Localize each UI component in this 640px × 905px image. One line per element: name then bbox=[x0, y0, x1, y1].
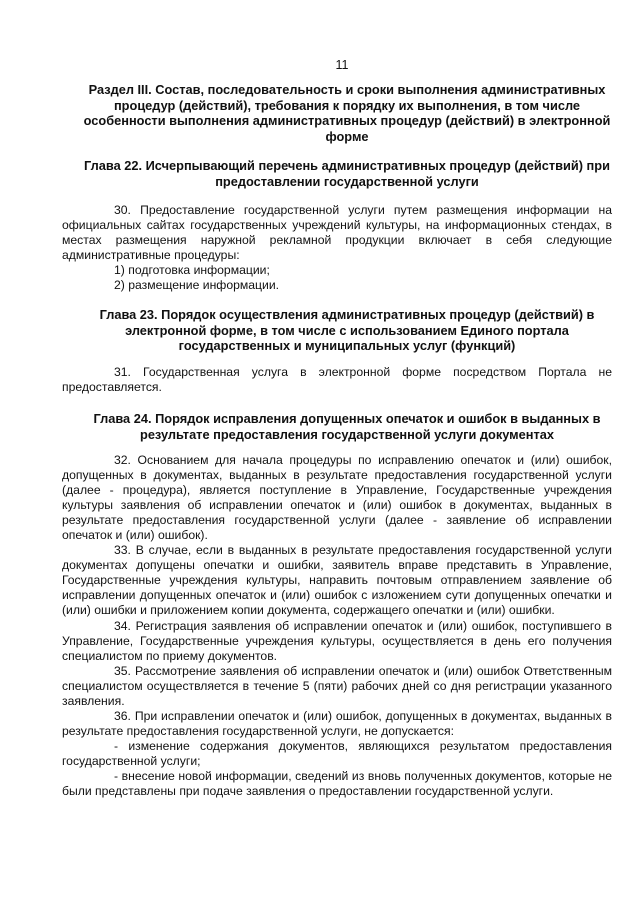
paragraph-36: 36. При исправлении опечаток и (или) ошибок, допущенных в документах, выданных в результате предоставления государственной услуги, не допускается: bbox=[62, 708, 612, 738]
paragraph-33: 33. В случае, если в выданных в результате предоставления государственной услуги документах допущены опечатки и ошибки, заявитель вправе представить в Управление, Государственные учреждения культуры, направить почтовым отправлением заявление об исправлении допущенных опечаток и (или) ошибок с изложением сути допущенных опечатки и (или) ошибки и приложением копии документа, содержащего опечатки и (или) ошибки. bbox=[62, 543, 612, 618]
paragraph-30: 30. Предоставление государственной услуги путем размещения информации на официальных сайтах государственных учреждений культуры, на информационных стендах, в местах размещения наружной рекламной продукции включает в себя следующие административные процедуры: bbox=[62, 203, 612, 263]
section-title: Раздел III. Состав, последовательность и сроки выполнения административных процедур (действий), требования к порядку их выполнения, в том числе особенности выполнения административных процедур (действий) в электронной форме bbox=[83, 82, 611, 144]
page-number: 11 bbox=[335, 58, 349, 72]
dash-item-2: - внесение новой информации, сведений из вновь полученных документов, которые не были представлены при подаче заявления о предоставлении государственной услуги. bbox=[62, 768, 612, 799]
chapter-23-title: Глава 23. Порядок осуществления административных процедур (действий) в электронной форме, в том числе с использованием Единого портала государственных и муниципальных услуг (функций) bbox=[99, 307, 595, 353]
dash-item-1: - изменение содержания документов, являющихся результатом предоставления государственной услуги; bbox=[62, 738, 612, 768]
chapter-22-body bbox=[62, 203, 612, 293]
list-item-2: 2) размещение информации. bbox=[114, 278, 280, 293]
paragraph-35: 35. Рассмотрение заявления об исправлении опечаток и (или) ошибок Ответственным специалистом осуществляется в течение 5 (пяти) рабочих дней со дня регистрации указанного заявления. bbox=[62, 663, 612, 708]
chapter-24-title: Глава 24. Порядок исправления допущенных опечаток и ошибок в выданных в результате предоставления государственной услуги документах bbox=[93, 411, 601, 442]
chapter-24-body bbox=[62, 453, 612, 799]
paragraph-31: 31. Государственная услуга в электронной форме посредством Портала не предоставляется. bbox=[62, 365, 612, 395]
chapter-23-body bbox=[62, 365, 612, 395]
chapter-22-title: Глава 22. Исчерпывающий перечень административных процедур (действий) при предоставлении государственной услуги bbox=[84, 158, 610, 189]
paragraph-34: 34. Регистрация заявления об исправлении опечаток и (или) ошибок, поступившего в Управление, Государственные учреждения культуры, осуществляется в день его получения специалистом по приему документов. bbox=[62, 618, 612, 663]
list-item-1: 1) подготовка информации; bbox=[114, 263, 270, 278]
paragraph-32: 32. Основанием для начала процедуры по исправлению опечаток и (или) ошибок, допущенных в документах, выданных в результате предоставления государственной услуги (далее - процедура), является поступление в Управление, Государственные учреждения культуры заявления об исправлении опечаток и (или) ошибок в документах, выданных в результате предоставления государственной услуги (далее - заявление об исправлении опечаток и (или) ошибок). bbox=[62, 453, 612, 543]
